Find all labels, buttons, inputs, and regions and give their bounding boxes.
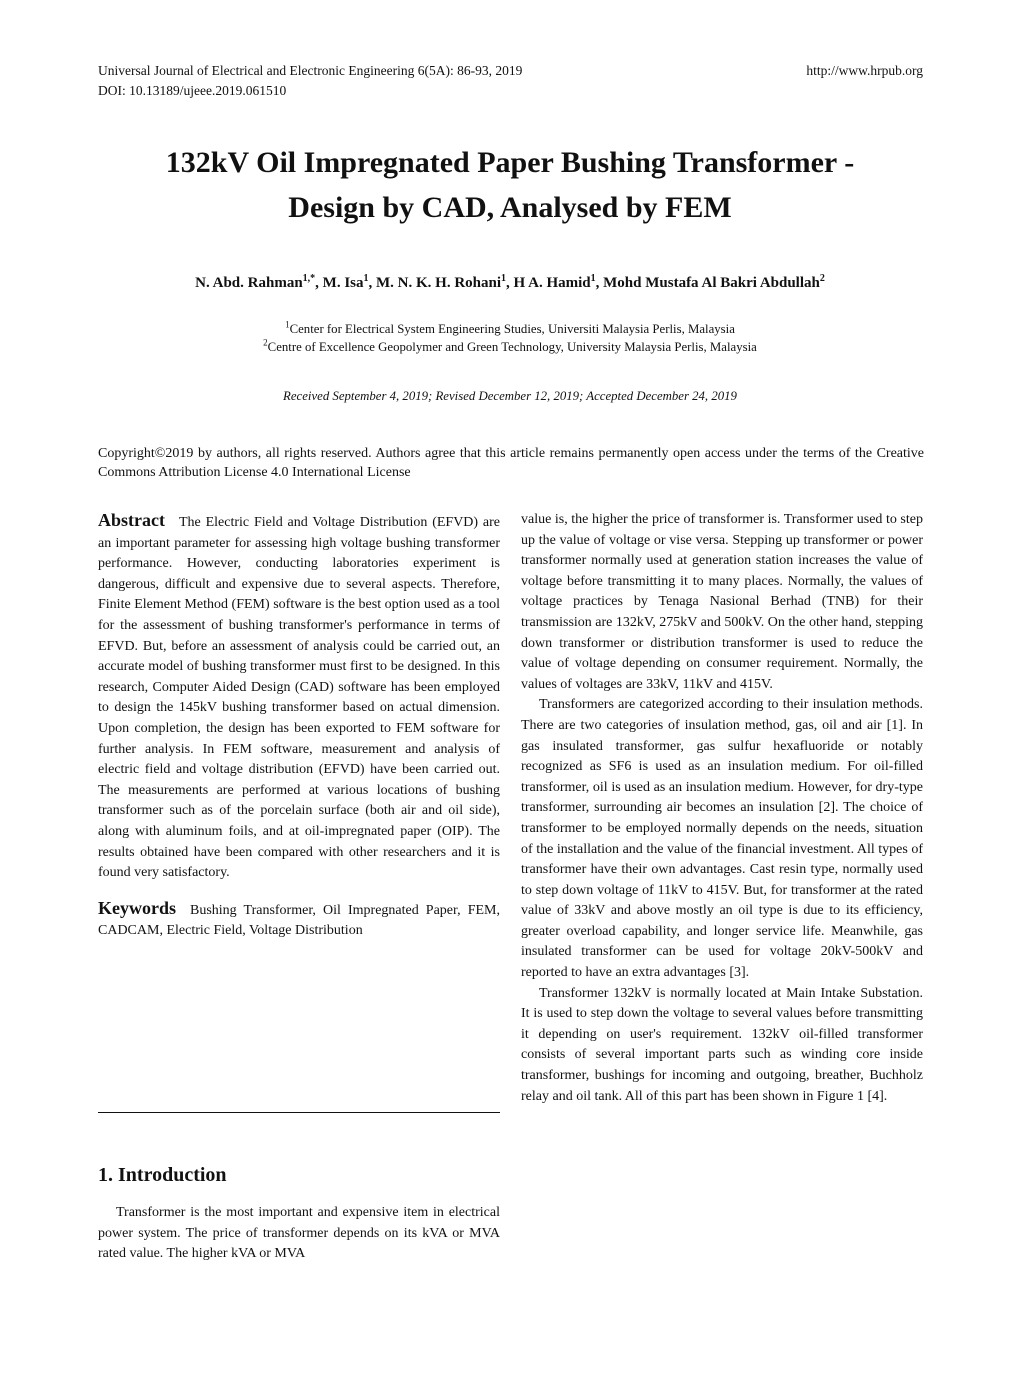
paragraph: Transformer is the most important and expensive item in electrical power system. The price of transformer depends on its kVA or MVA rated value. The higher kVA or MVA (98, 1205, 500, 1262)
affiliation-mark: 2 (263, 337, 268, 348)
paragraph: value is, the higher the price of transformer is. Transformer used to step up the value of voltage or vise versa. Stepping up transformer or power transformer normally used at generation station increases the value of voltage before transmitting it to many places. Normally, the values of voltage practices by Tenaga Nasional Berhad (TNB) for their transmission are 132kV, 275kV and 500kV. On the other hand, stepping down transformer or distribution transformer is used to reduce the value of voltage depending on consumer requirement. Normally, the values of voltages are 33kV, 11kV and 415V. (521, 512, 923, 692)
journal-citation: Universal Journal of Electrical and Electronic Engineering 6(5A): 86-93, 2019 (98, 63, 523, 78)
affiliation-text: Centre of Excellence Geopolymer and Green Technology, University Malaysia Perlis, Malaysia (267, 340, 757, 354)
author-name: H A. Hamid (513, 275, 591, 291)
author-separator: , (368, 275, 377, 291)
abstract (98, 510, 500, 884)
author-name: M. Isa (322, 275, 364, 291)
author-separator: , (506, 275, 514, 291)
right-column (521, 510, 923, 1107)
keywords (98, 898, 500, 942)
abstract-text: The Electric Field and Voltage Distribution (EFVD) are an important parameter for assessing high voltage bushing transformer performance. However, conducting laboratories experiment is dangerous, difficult and expensive due to several aspects. Therefore, Finite Element Method (FEM) software is the best option used as a tool for the assessment of bushing transformer's performance in terms of EFVD. But, before an assessment of analysis could be carried out, an accurate model of bushing transformer must first to be designed. In this research, Computer Aided Design (CAD) software has been employed to design the 145kV bushing transformer based on actual dimension. Upon completion, the design has been exported to FEM software for further analysis. In FEM software, measurement and analysis of electric field and voltage distribution (EFVD) have been carried out. The measurements are performed at various locations of bushing transformer such as of the porcelain surface (both air and oil side), along with aluminum foils, and at oil-impregnated paper (OIP). The results obtained have been compared with other researchers and it is found very satisfactory. (98, 515, 500, 881)
author-separator: , (315, 275, 323, 291)
left-column (98, 510, 500, 942)
paragraph: Transformer 132kV is normally located at Main Intake Substation. It is used to step down the voltage to several values before transmitting it depending on user's requirement. 132kV oil-filled transformer consists of several important parts such as winding core inside transformer, bushings for incoming and outgoing, breather, Buchholz relay and oil tank. All of this part has been shown in Figure 1 [4]. (521, 985, 923, 1104)
affiliation-mark: 1 (285, 319, 290, 330)
section-divider (98, 1112, 500, 1113)
introduction-left-text (98, 1203, 500, 1265)
affiliation-1 (60, 320, 960, 338)
paper-title-line-2: Design by CAD, Analysed by FEM (288, 191, 732, 224)
paper-title-line-1: 132kV Oil Impregnated Paper Bushing Transformer - (165, 146, 855, 179)
keywords-label: Keywords (98, 897, 176, 918)
author-affiliation-mark: 1 (501, 273, 507, 284)
author-name: M. N. K. H. Rohani (376, 275, 502, 291)
author-separator: , (595, 275, 604, 291)
author-affiliation-mark: 1 (590, 273, 596, 284)
paper-title (80, 140, 940, 230)
submission-dates: Received September 4, 2019; Revised December 12, 2019; Accepted December 24, 2019 (283, 389, 737, 403)
author-affiliation-mark: 2 (819, 273, 825, 284)
author-name: Mohd Mustafa Al Bakri Abdullah (603, 275, 820, 291)
section-heading-introduction: 1. Introduction (98, 1164, 227, 1186)
author-list (60, 272, 960, 294)
journal-url-link[interactable]: http://www.hrpub.org (806, 63, 923, 78)
affiliation-text: Center for Electrical System Engineering Studies, Universiti Malaysia Perlis, Malaysia (289, 322, 735, 336)
paragraph: Transformers are categorized according to their insulation methods. There are two categories of insulation method, gas, oil and air [1]. In gas insulated transformer, gas sulfur hexafluoride or notably recognized as SF6 is used as an insulation medium. For oil-filled transformer, oil is used as an insulation medium. However, for dry-type transformer, surrounding air becomes an insulation [2]. The choice of transformer to be employed normally depends on the needs, situation of the installation and the value of the financial investment. All types of transformer have their own advantages. Cast resin type, normally used to step down voltage of 11kV to 415V. But, for transformer at the rated value of 33kV and above mostly an oil type is due to its efficiency, greater overload capability, and longer service life. Meanwhile, gas insulated transformer can be used for voltage 20kV-500kV and reported to have an extra advantages [3]. (521, 697, 923, 981)
affiliations (60, 320, 960, 356)
author-affiliation-mark: 1,* (302, 273, 316, 284)
copyright-notice: Copyright©2019 by authors, all rights reserved. Authors agree that this article remains permanently open access under the terms of the Creative Commons Attribution License 4.0 International License (98, 446, 924, 480)
doi: DOI: 10.13189/ujeee.2019.061510 (98, 83, 287, 98)
abstract-label: Abstract (98, 510, 165, 530)
affiliation-2 (60, 338, 960, 356)
author-affiliation-mark: 1 (363, 273, 369, 284)
keywords-text: Bushing Transformer, Oil Impregnated Paper, FEM, CADCAM, Electric Field, Voltage Distribution (98, 902, 500, 939)
author-name: N. Abd. Rahman (195, 275, 303, 291)
